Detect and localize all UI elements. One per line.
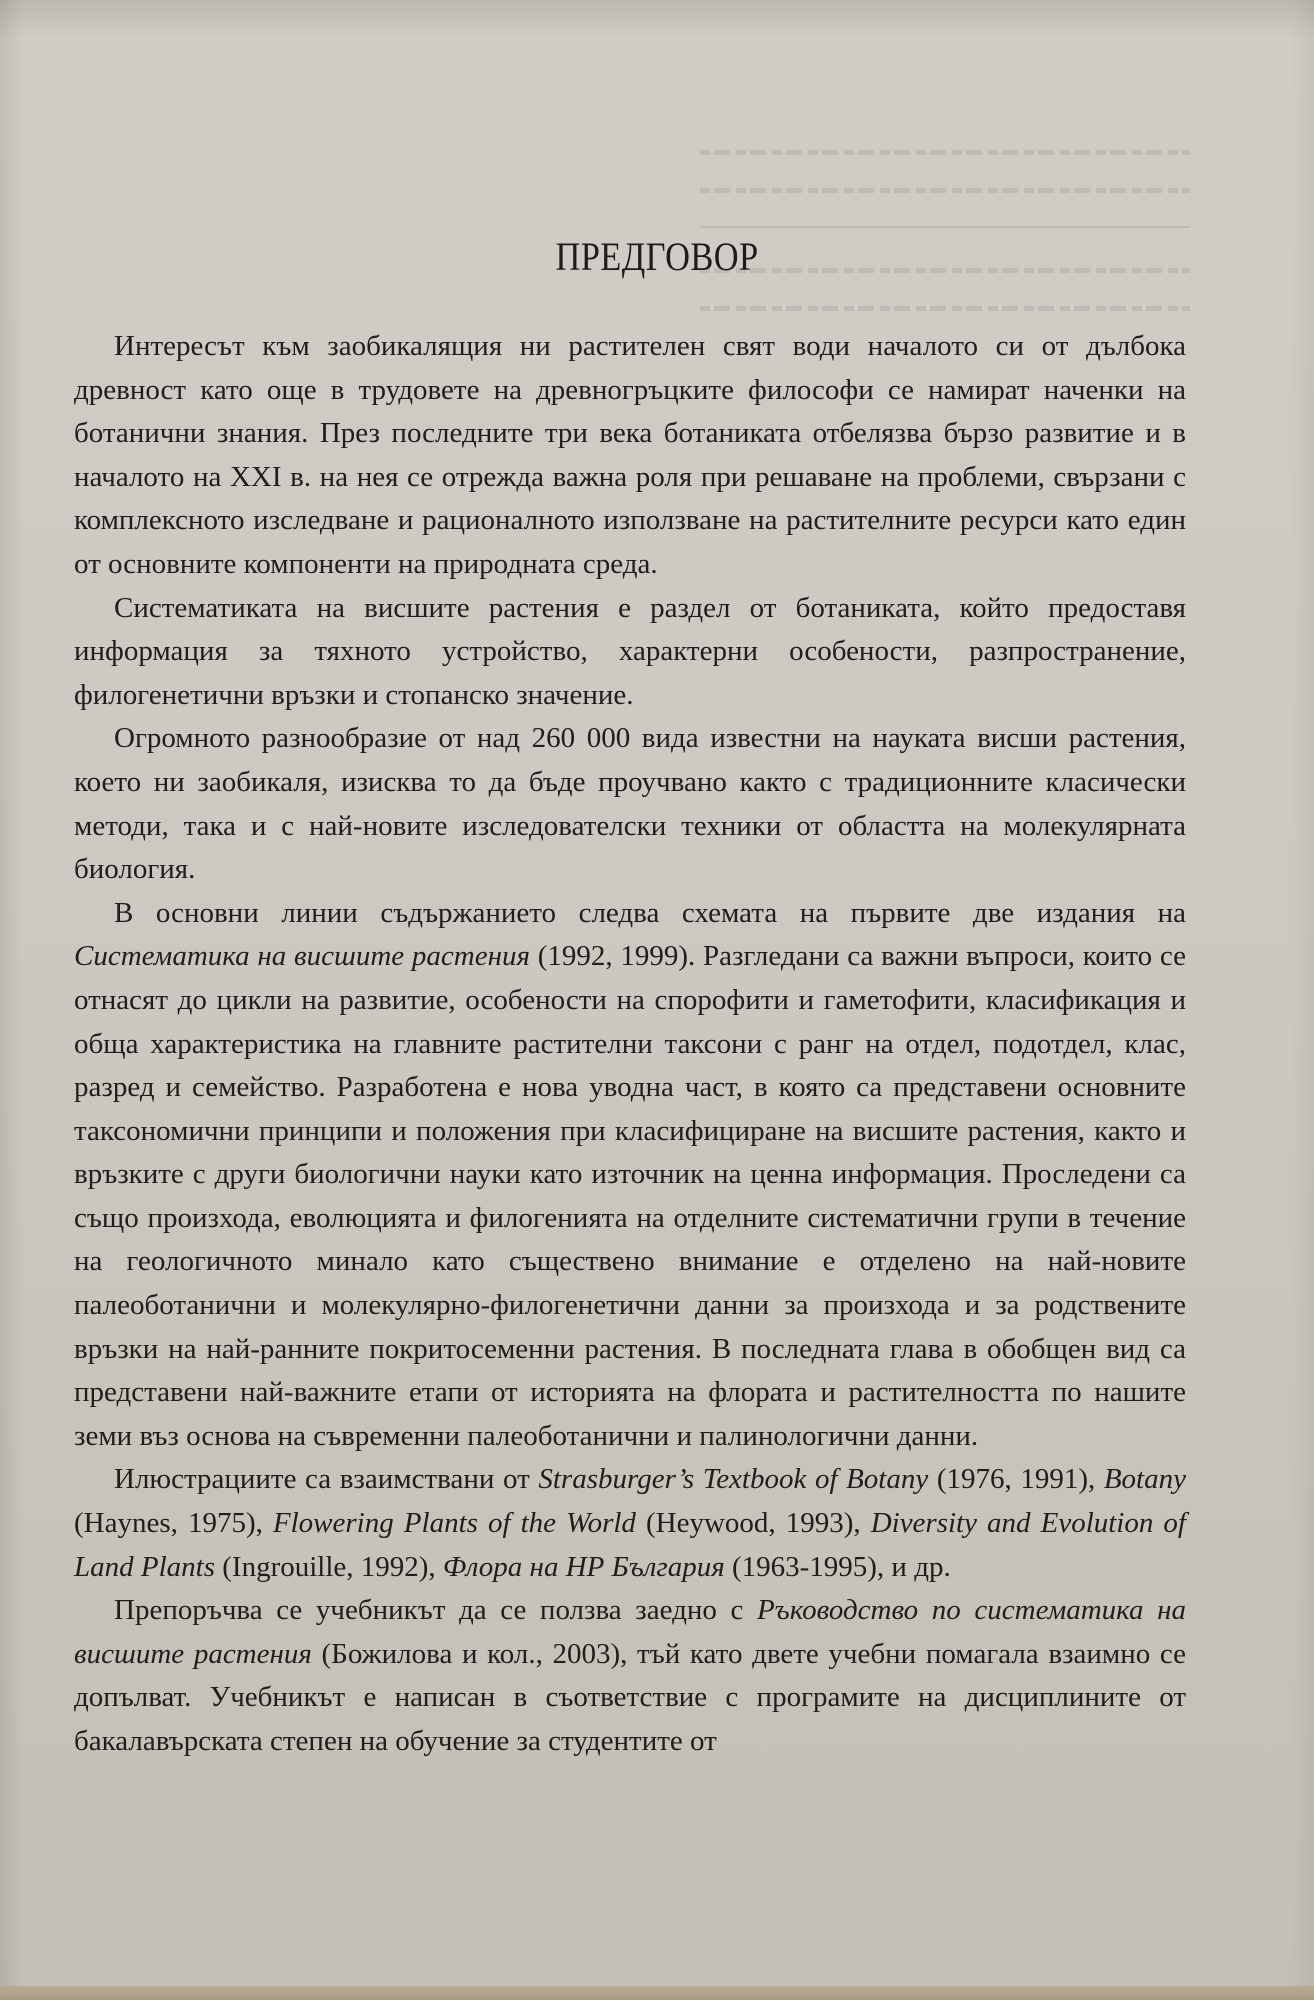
paragraph-6 bbox=[74, 1589, 1186, 1763]
paragraph-5 bbox=[74, 1458, 1186, 1589]
text-run: Огромното разнообразие от над 260 000 вида известни на науката висши растения, което ни заобикаля, изисква то да бъде проучвано както с традиционните класически методи, така и с най-новите изследователски техники от областта на молекулярната биология. bbox=[74, 722, 1186, 886]
text-run: (1976, 1991), bbox=[928, 1463, 1104, 1496]
italic-title-reference: Flowering Plants of the World bbox=[272, 1507, 636, 1540]
bleed-rule bbox=[700, 226, 1190, 228]
paragraph-1 bbox=[74, 325, 1186, 587]
page-edge bbox=[0, 1986, 1314, 2000]
text-run: Препоръчва се учебникът да се ползва заедно с bbox=[114, 1594, 757, 1627]
page-title: ПРЕДГОВОР bbox=[555, 234, 759, 279]
text-run: (Божилова и кол., 2003), тъй като двете учебни помагала взаимно се допълват. Учебникът е написан в съответствие с програмите на дисциплините от бакалавърската степен на обучение за студентите от bbox=[74, 1637, 1186, 1757]
text-run: Интересът към заобикалящия ни растителен свят води началото си от дълбока древност като още в трудовете на древногръцките философи се намират наченки на ботанични знания. През последните три века ботаниката отбелязва бързо развитие и в началото на XXI в. на нея се отрежда важна роля при решаване на проблеми, свързани с комплексното изследване и рационалното използване на растителните ресурси като един от основните компоненти на природната среда. bbox=[74, 330, 1186, 580]
text-run: (Ingrouille, 1992), bbox=[215, 1550, 443, 1583]
bleed-line bbox=[700, 306, 1190, 311]
text-run: (Haynes, 1975), bbox=[74, 1507, 273, 1540]
italic-title-reference: Ръководство по систематика на висшите растения bbox=[74, 1594, 1186, 1670]
italic-title-reference: Флора на НР България bbox=[442, 1550, 725, 1583]
text-run: (1963-1995), и др. bbox=[724, 1550, 951, 1583]
italic-title-reference: Botany bbox=[1103, 1463, 1186, 1496]
text-run: (Heywood, 1993), bbox=[635, 1507, 871, 1540]
text-run: (1992, 1999). Разгледани са важни въпроси, които се отнасят до цикли на развитие, особености на спорофити и гаметофити, класификация и обща характеристика на главните растителни таксони с ранг на отдел, подотдел, клас, разред и семейство. Разработена е нова уводна част, в която са представени основните таксономични принципи и положения при класифициране на висшите растения, както и връзките с други биологични науки като източник на ценна информация. Проследени са също произхода, еволюцията и филогенията на отделните систематични групи в течение на геологичното минало като съществено внимание е отделено на най-новите палеоботанични и молекулярно-филогенетични данни за произхода и за родствените връзки на най-ранните покритосеменни растения. В последната глава в обобщен вид са представени най-важните етапи от историята на флората и растителността по нашите земи въз основа на съвременни палеоботанични и палинологични данни. bbox=[74, 940, 1186, 1452]
paragraph-2 bbox=[74, 587, 1186, 718]
text-run: Илюстрациите са взаимствани от bbox=[114, 1463, 539, 1496]
paragraph-4 bbox=[74, 892, 1186, 1459]
preface-body bbox=[74, 325, 1186, 1764]
text-run: Систематиката на висшите растения е раздел от ботаниката, който предоставя информация за тяхното устройство, характерни особености, разпространение, филогенетични връзки и стопанско значение. bbox=[74, 591, 1186, 711]
italic-title-reference: Систематика на висшите растения bbox=[74, 940, 530, 973]
italic-title-reference: Diversity and Evolution of Land Plants bbox=[74, 1507, 1186, 1583]
italic-title-reference: Strasburger’s Textbook of Botany bbox=[538, 1463, 929, 1496]
bleed-line bbox=[700, 188, 1190, 193]
text-run: В основни линии съдържанието следва схемата на първите две издания на bbox=[114, 896, 1186, 929]
bleed-line bbox=[700, 150, 1190, 155]
paragraph-3 bbox=[74, 717, 1186, 891]
